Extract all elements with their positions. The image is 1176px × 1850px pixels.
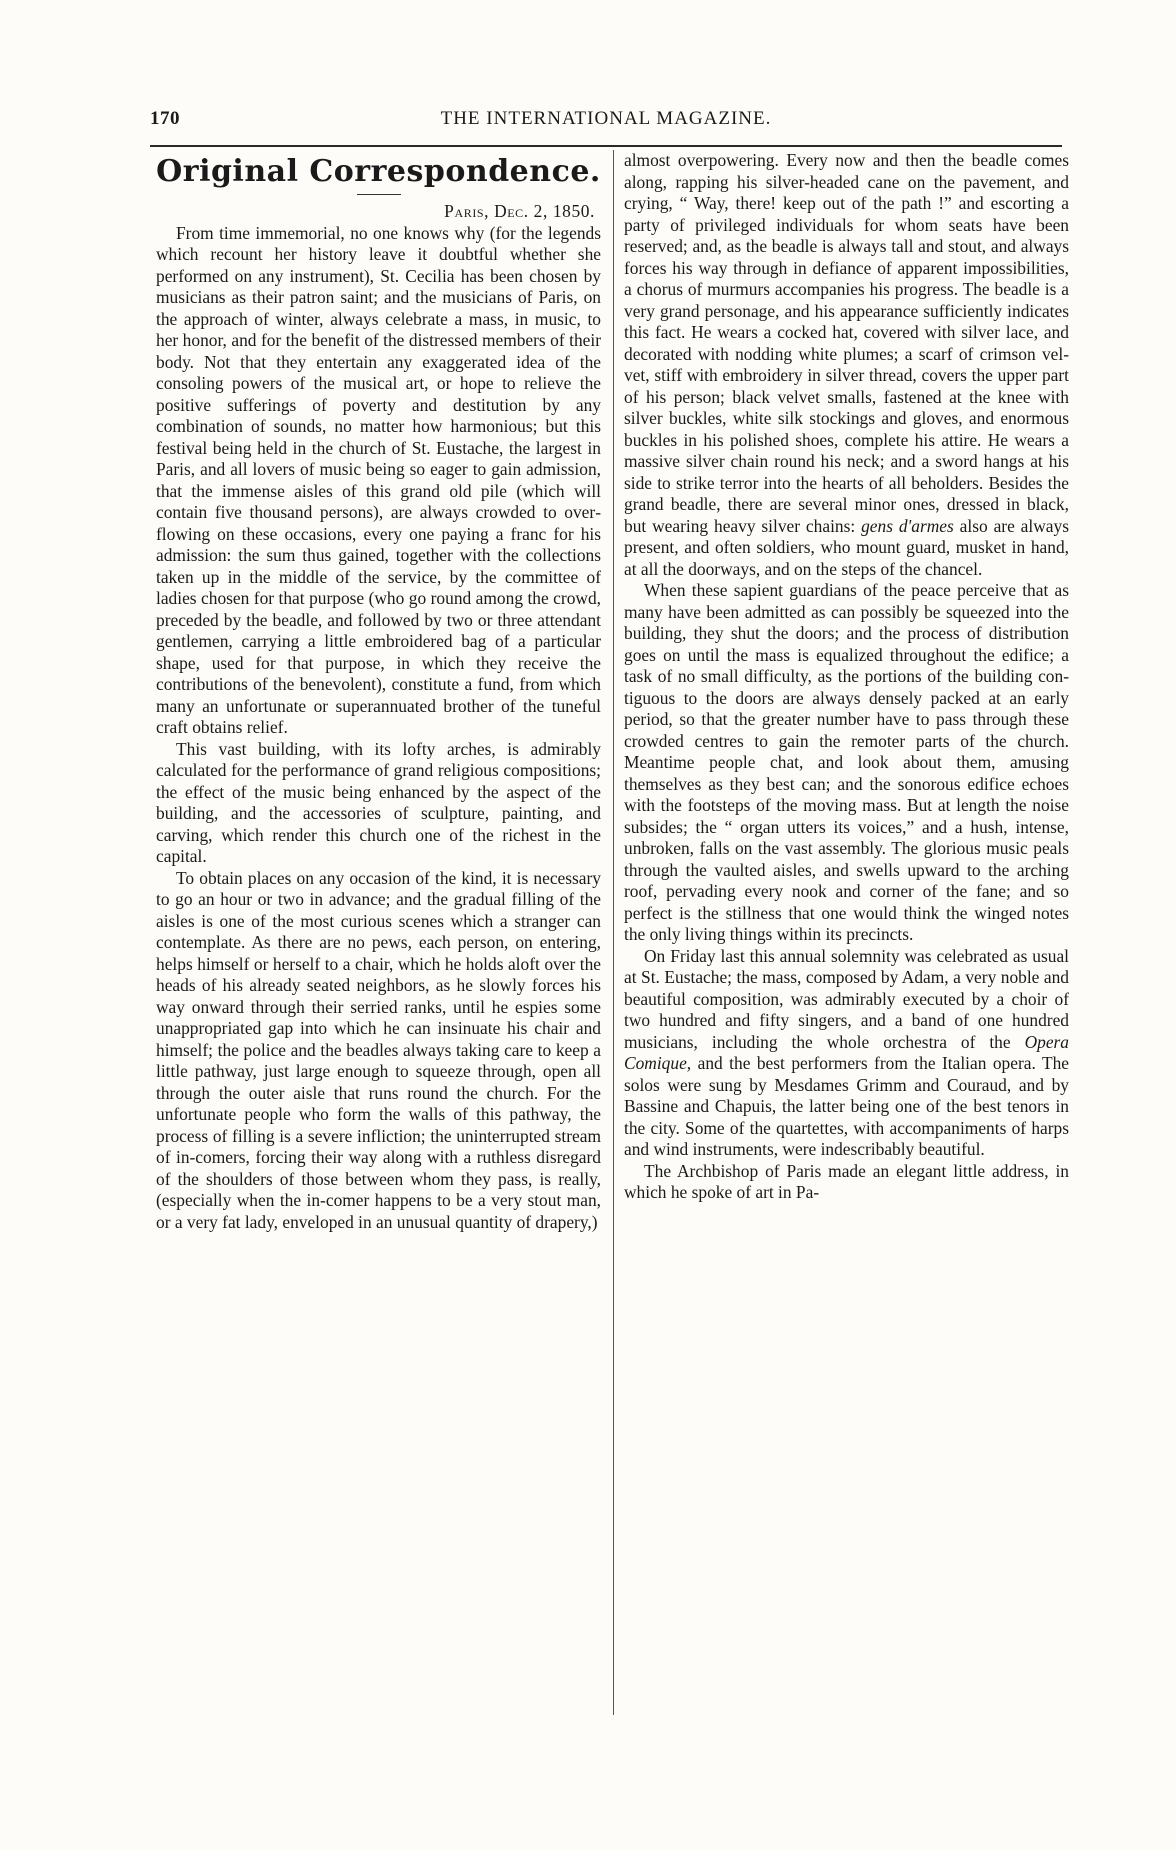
left-column xyxy=(156,150,601,1720)
header-rule xyxy=(150,145,1062,147)
right-column xyxy=(624,150,1069,1720)
paragraph-text: almost overpowering. Every now and then the beadle comes along, rapping his silver-headed cane on the pavement, and crying, “ Way, there! keep out of the path !” and escorting a party of privileged individuals for whom seats have been reserved; and, as the beadle is always tall and stout, and always forces his way through in defiance of apparent impossibilities, a chorus of murmurs accompanies his progress. The beadle is a very grand personage, and his appearance sufficiently indicates this fact. He wears a cocked hat, covered with silver lace, and decorated with nodding white plumes; a scarf of crimson velvet, stiff with embroidery in silver thread, covers the upper part of his person; black velvet smalls, fastened at the knee with silver buckles, white silk stockings and gloves, and enormous buckles in his polished shoes, complete his attire. He wears a massive silver chain round his neck; and a sword hangs at his side to strike terror into the hearts of all beholders. Besides the grand beadle, there are several minor ones, dressed in black, but wearing heavy silver chains: xyxy=(624,150,1069,536)
paragraph: The Archbishop of Paris made an elegant little address, in which he spoke of art in Pa- xyxy=(624,1160,1069,1202)
section-title: Original Correspondence. xyxy=(156,154,601,189)
running-title: THE INTERNATIONAL MAGAZINE. xyxy=(440,108,772,129)
italic-text: Opera Comique, xyxy=(624,1031,1069,1073)
paragraph-text: also are always present, and often soldiers, who mount guard, musket in hand, at all the doorways, and on the steps of the chancel. xyxy=(624,515,1069,579)
page-number: 170 xyxy=(150,108,180,129)
paragraph: When these sapient guardians of the peace perceive that as many have been admitted as can possibly be squeezed into the building, they shut the doors; and the process of distribution goes on until the mass is equalized throughout the edifice; a task of no small difficulty, as the portions of the building contiguous to the doors are always densely packed at an early period, so that the greater number have to pass through these crowded centres to gain the remoter parts of the church. Meantime people chat, and look about them, amusing themselves as they best can; and the sonorous edifice echoes with the footsteps of the moving mass. But at length the noise subsides; the “ organ utters its voices,” and a hush, intense, unbroken, falls on the vast assembly. The glorious music peals through the vaulted aisles, and swells upward to the arching roof, pervading every nook and corner of the fane; and so perfect is the stillness that one would think the winged notes the only living things within its precincts. xyxy=(624,580,1069,944)
title-rule xyxy=(357,194,401,195)
paragraph: From time immemorial, no one knows why (for the legends which recount her history leave it doubtful whether she performed on any instrument), St. Cecilia has been chosen by musicians as their patron saint; and the musicians of Paris, on the approach of winter, always celebrate a mass, in music, to her honor, and for the benefit of the distressed members of their body. Not that they entertain any exaggerated idea of the consoling powers of the musical art, or hope to relieve the positive sufferings of poverty and destitution by any combination of sounds, no matter how harmonious; but this festival being held in the church of St. Eustache, the largest in Paris, and all lovers of music being so eager to gain admission, that the immense aisles of this grand old pile (which will contain five thousand persons), are always crowded to overflowing on these occasions, every one paying a franc for his admission: the sum thus gained, together with the collections taken up in the middle of the service, by the committee of ladies chosen for that purpose (who go round among the crowd, preceded by the beadle, and followed by two or three attendant gentlemen, carrying a little embroidered bag of a particular shape, used for that purpose, in which they receive the contributions of the benevolent), constitute a fund, from which many an unfortunate or superannuated brother of the tuneful craft obtains relief. xyxy=(156,222,601,737)
column-divider xyxy=(613,150,614,1715)
paragraph: To obtain places on any occasion of the kind, it is necessary to go an hour or two in advance; and the gradual filling of the aisles is one of the most curious scenes which a stranger can contemplate. As there are no pews, each person, on entering, helps himself or herself to a chair, which he holds aloft over the heads of his already seated neighbors, as he slowly forces his way onward through their serried ranks, until he espies some unappropriated gap into which he can insinuate his chair and himself; the police and the beadles always taking care to keep a little pathway, just large enough to squeeze through, open all through the outer aisle that runs round the church. For the unfortunate people who form the walls of this pathway, the process of filling is a severe infliction; the uninterrupted stream of in-comers, forcing their way along with a ruthless disregard of the shoulders of those between whom they pass, is really, (especially when the in-comer happens to be a very stout man, or a very fat lady, enveloped in an unusual quantity of drapery,) xyxy=(156,867,601,1232)
italic-text: gens d'armes xyxy=(861,515,954,536)
paragraph-text: On Friday last this annual solemnity was celebrated as usual at St. Eustache; the mass, composed by Adam, a very noble and beautiful composition, was admirably executed by a choir of two hundred and fifty singers, and a band of one hundred musicians, including the whole orchestra of the xyxy=(624,945,1069,1052)
paragraph-text: and the best performers from the Italian opera. The solos were sung by Mesdames Grimm and Couraud, and by Bassine and Chapuis, the latter being one of the best tenors in the city. Some of the quartettes, with accompaniments of harps and wind instruments, were indescribably beautiful. xyxy=(624,1053,1069,1159)
paragraph xyxy=(624,150,1069,580)
paragraph xyxy=(624,946,1069,1161)
page-header xyxy=(150,108,1062,134)
dateline: Paris, Dec. 2, 1850. xyxy=(444,201,595,221)
paragraph: This vast building, with its lofty arches, is admirably calculated for the performance of grand religious compositions; the effect of the music being enhanced by the aspect of the building, and the accessories of sculpture, painting, and carving, which render this church one of the richest in the capital. xyxy=(156,738,601,866)
